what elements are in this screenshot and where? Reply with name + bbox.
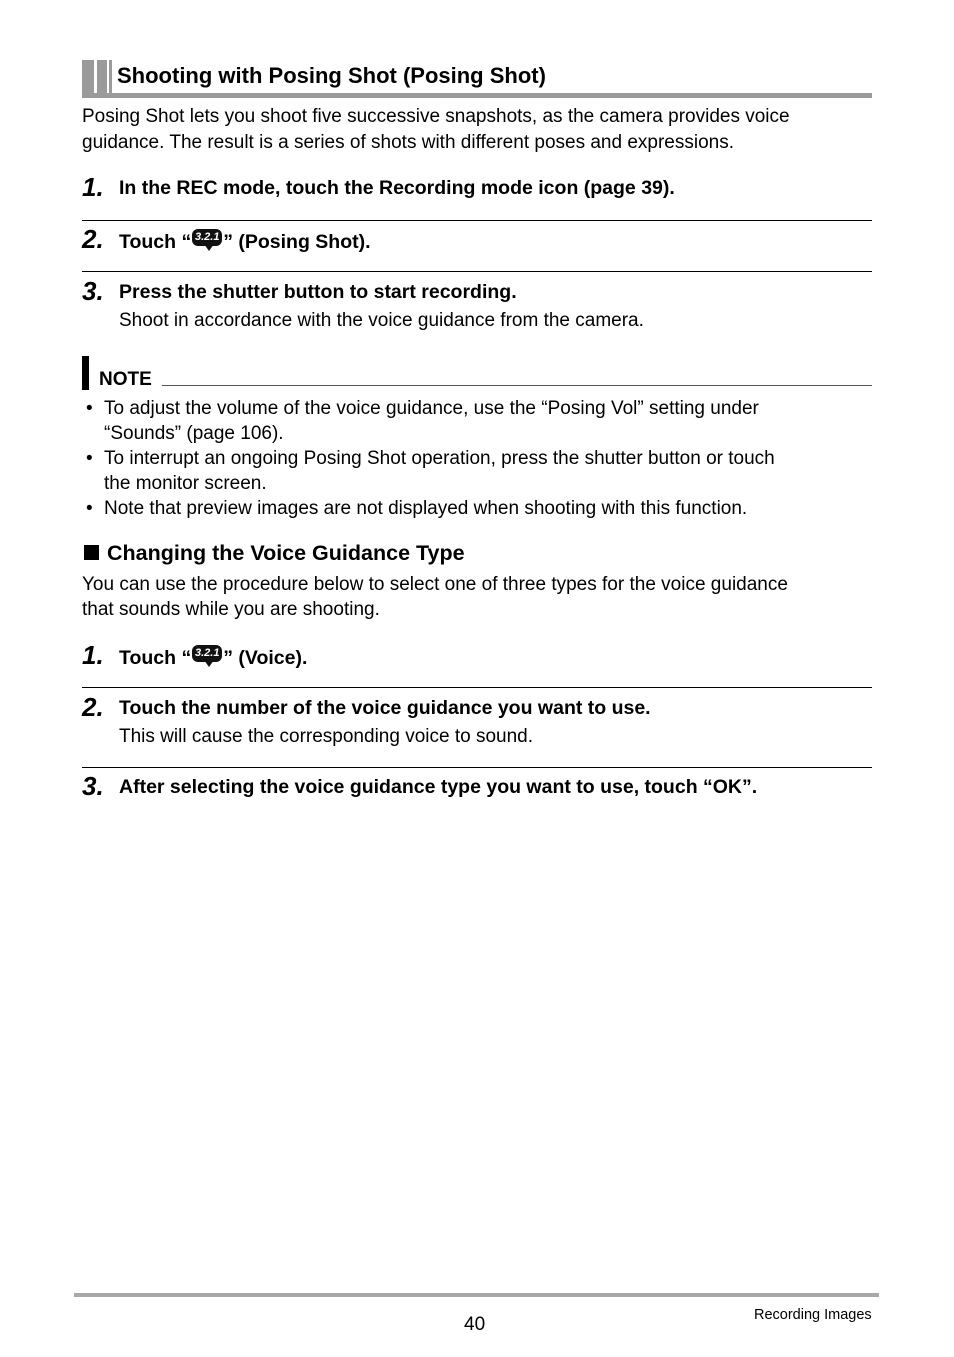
note-item-line: To interrupt an ongoing Posing Shot operation, press the shutter button or touch [104, 448, 775, 469]
icon-label: 3.2.1 [192, 229, 222, 246]
note-item-line: To adjust the volume of the voice guidance, use the “Posing Vol” setting under [104, 398, 759, 419]
subsection-intro-line: You can use the procedure below to select one of three types for the voice guidance [82, 574, 788, 595]
step-text: Touch the number of the voice guidance you want to use. [119, 697, 651, 719]
section-title-bar [82, 58, 872, 98]
step-number: 2. [82, 692, 104, 722]
note-accent-bar [82, 356, 89, 390]
title-accent-bar [82, 60, 94, 96]
bullet-dot: • [86, 498, 93, 519]
step-subtext: This will cause the corresponding voice to sound. [119, 726, 534, 747]
step-text [119, 645, 307, 670]
step-text-after: ” (Voice). [223, 647, 308, 669]
subsection-heading [84, 541, 465, 566]
page-number: 40 [464, 1314, 486, 1335]
footer-divider [74, 1293, 879, 1297]
bullet-dot: • [86, 398, 93, 419]
step-number: 3. [82, 276, 104, 306]
title-accent-bar [97, 60, 107, 96]
step-text-after: ” (Posing Shot). [223, 231, 371, 253]
step-number: 1. [82, 172, 104, 202]
step-text [119, 229, 371, 254]
note-label: NOTE [99, 369, 152, 390]
step-text: In the REC mode, touch the Recording mode icon (page 39). [119, 177, 675, 199]
step-number: 3. [82, 771, 104, 801]
bullet-dot: • [86, 448, 93, 469]
subsection-intro-line: that sounds while you are shooting. [82, 599, 380, 620]
note-divider [162, 385, 872, 386]
note-item-line: “Sounds” (page 106). [104, 423, 284, 444]
icon-label: 3.2.1 [192, 645, 222, 662]
step-subtext: Shoot in accordance with the voice guidance from the camera. [119, 310, 644, 331]
step-divider [82, 767, 872, 768]
title-underline [82, 93, 872, 98]
title-accent-bar [109, 60, 112, 96]
note-item-line: the monitor screen. [104, 473, 267, 494]
step-text: Press the shutter button to start recording. [119, 281, 517, 303]
step-divider [82, 687, 872, 688]
page-title: Shooting with Posing Shot (Posing Shot) [117, 63, 546, 88]
step-divider [82, 220, 872, 221]
note-item-line: Note that preview images are not displayed when shooting with this function. [104, 498, 748, 519]
step-text-before: Touch “ [119, 647, 192, 669]
step-number: 1. [82, 640, 104, 670]
step-text-before: Touch “ [119, 231, 192, 253]
subsection-title: Changing the Voice Guidance Type [107, 541, 465, 565]
intro-line-2: guidance. The result is a series of shots with different poses and expressions. [82, 132, 734, 153]
intro-line-1: Posing Shot lets you shoot five successive snapshots, as the camera provides voice [82, 106, 790, 127]
posing-shot-icon [192, 229, 222, 251]
step-text: After selecting the voice guidance type you want to use, touch “OK”. [119, 776, 758, 798]
step-number: 2. [82, 224, 104, 254]
footer-section-label: Recording Images [754, 1307, 872, 1323]
step-divider [82, 271, 872, 272]
voice-icon [192, 645, 222, 667]
black-square-icon [84, 545, 99, 560]
